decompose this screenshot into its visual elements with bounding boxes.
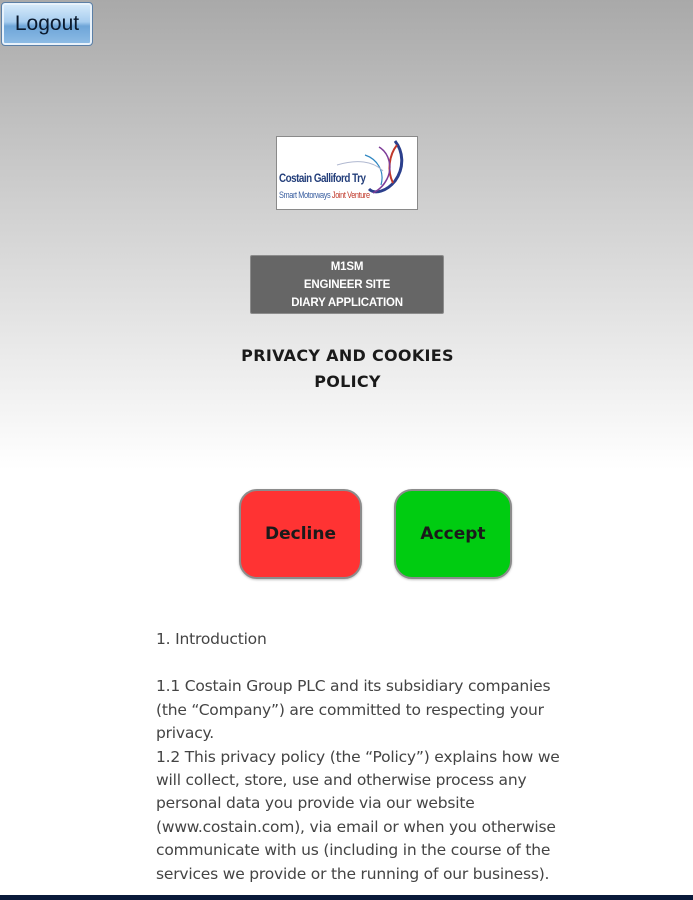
paragraph-1-2: 1.2 This privacy policy (the “Policy”) explains how we will collect, store, use and otherwise process any personal data you provide via our website (www.costain.com), via email or when you otherwise communicate with us (including in the course of the services we provide or the running of our business).: [156, 747, 560, 883]
app-title-line1: M1SM: [330, 260, 364, 273]
paragraph-spacer: [156, 651, 566, 675]
decline-button[interactable]: Decline: [239, 489, 362, 579]
logout-button[interactable]: Logout: [1, 2, 93, 46]
accept-button[interactable]: Accept: [394, 489, 512, 579]
page-title: [200, 343, 495, 395]
app-title-line3: DIARY APPLICATION: [291, 296, 403, 309]
bottom-edge-bar: [0, 895, 693, 900]
logo-tagline: Smart Motorways Joint Venture: [279, 190, 370, 200]
page-title-line1: PRIVACY AND COOKIES: [241, 346, 454, 365]
section-title: 1. Introduction: [156, 630, 267, 648]
company-logo: [276, 136, 418, 210]
policy-body: [156, 628, 566, 886]
app-title-badge: [250, 255, 444, 314]
logo-company-name: Costain Galliford Try: [279, 171, 366, 185]
app-title-line2: ENGINEER SITE: [303, 278, 391, 291]
paragraph-1-1: 1.1 Costain Group PLC and its subsidiary companies (the “Company”) are committed to respecting your privacy.: [156, 677, 551, 743]
page-title-line2: POLICY: [314, 372, 381, 391]
